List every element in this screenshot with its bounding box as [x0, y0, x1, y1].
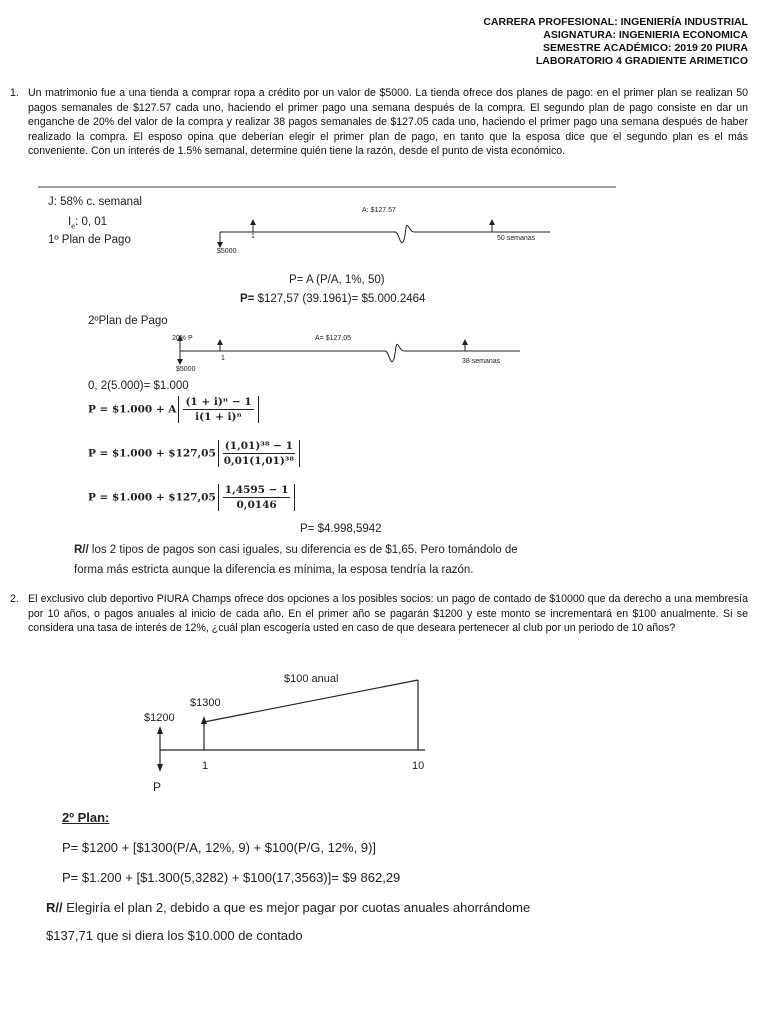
plan2-title: 2ºPlan de Pago — [88, 315, 168, 327]
header-semester: SEMESTRE ACADÉMICO: 2019 20 PIURA — [543, 42, 748, 54]
equation-2-denominator: 0,01(1,01)³⁸ — [223, 455, 294, 467]
answer-1-label: R// — [74, 544, 89, 556]
header-lab: LABORATORIO 4 GRADIENTE ARIMETICO — [535, 55, 748, 67]
diagram1-present-value: $5000 — [217, 248, 237, 255]
period-1-label: 1 — [202, 760, 209, 772]
cashflow-diagram-2 — [175, 337, 525, 373]
equation-2-fraction — [218, 440, 300, 467]
clip-line — [38, 186, 618, 190]
answer-2-line-2: $137,71 que si diera los $10.000 de contado — [46, 928, 303, 943]
rate-text: J: 58% c. semanal — [48, 196, 142, 208]
question-text: Un matrimonio fue a una tienda a comprar ropa a crédito por un valor de $5000. La tienda ofrece dos planes de pago: en el primer plan se realizan 50 pagos semanales de $127.57 cada uno, haciendo el primer pago una semana después de la compra. El segundo plan de pago consiste en dar un enganche de 20% del valor de la compra y realizar 38 pagos semanales de $127.05 cada uno, haciendo el primer pago una semana después de haber realizado la compra. El esposo opina que deberían elegir el primer plan de pago, en tanto que la esposa dice que el segundo plan es el más conveniente. Con un interés de 1.5% semanal, determine quién tiene la razón, desde el punto de vista económico. — [28, 87, 748, 158]
initial-payment-label: $1200 — [144, 712, 175, 724]
answer-1-line-2: forma más estricta aunque la diferencia es mínima, la esposa tendría la razón. — [74, 564, 474, 576]
equation-2-numerator: (1,01)³⁸ − 1 — [224, 440, 293, 452]
formula-1: P= A (P/A, 1%, 50) — [289, 274, 385, 286]
equation-1-lhs: P = $1.000 + A — [88, 403, 177, 416]
question-number: 2. — [10, 593, 19, 605]
answer-1-text: los 2 tipos de pagos son casi iguales, su diferencia es de $1,65. Pero tomándolo de — [88, 544, 518, 556]
equation-3 — [88, 484, 295, 511]
diagram2-present-value: $5000 — [176, 366, 196, 373]
diagram1-annuity: A: $127.57 — [362, 207, 396, 214]
formula-2-label: P= — [240, 293, 255, 305]
header-career: CARRERA PROFESIONAL: INGENIERÍA INDUSTRIAL — [483, 16, 748, 28]
diagram2-annuity: A= $127,05 — [315, 335, 352, 342]
first-payment-label: $1300 — [190, 697, 221, 709]
rate-value: : 0, 01 — [75, 216, 108, 228]
plan1-title: 1º Plan de Pago — [48, 234, 131, 246]
gradient-diagram — [140, 670, 440, 780]
question-2 — [10, 592, 748, 636]
answer-2-line-1 — [46, 900, 530, 915]
period-10-label: 10 — [412, 760, 425, 772]
question-number: 1. — [10, 87, 19, 99]
formula-2-value: $127,57 (39.1961)= $5.000.2464 — [257, 293, 426, 305]
question-text: El exclusivo club deportivo PIURA Champs ofrece dos opciones a los posibles socios: un pago de contado de $10000 que da derecho a una membresía por 10 años, o pagos anuales al inicio de cada año. En el primer año se pagarán $1200 y este monto se incrementará en $100 anualmente. Si se considera una tasa de interés de 12%, ¿cuál plan escogería usted en caso de que deseara pertenecer al club por un periodo de 10 años? — [28, 593, 748, 635]
question-1 — [10, 86, 748, 159]
equation-3-fraction — [218, 484, 296, 511]
answer-2-label: R// — [46, 900, 63, 915]
answer-1-line-1 — [74, 544, 518, 556]
downpayment-calc: 0, 2(5.000)= $1.000 — [88, 380, 189, 392]
equation-1-fraction — [178, 396, 258, 423]
diagram1-period-end: 50 semanas — [497, 235, 536, 242]
document-header — [483, 16, 748, 68]
equation-1-denominator: i(1 + i)ⁿ — [195, 411, 242, 423]
formula-2 — [240, 293, 425, 305]
diagram2-period-end: 38 semanas — [462, 358, 501, 365]
rate-label: I — [68, 216, 72, 228]
answer-2-text: Elegiría el plan 2, debido a que es mejor pagar por cuotas anuales ahorrándome — [62, 900, 531, 915]
equation-2-lhs: P = $1.000 + $127,05 — [88, 447, 216, 460]
present-value-label: P — [153, 780, 162, 794]
rate-subscript: e — [71, 223, 76, 231]
diagram2-period-start: 1 — [221, 355, 225, 362]
plan2-formula-1: P= $1200 + [$1300(P/A, 12%, 9) + $100(P/G, 12%, 9)] — [62, 840, 377, 855]
diagram2-downpayment: 20% P — [172, 335, 193, 342]
equation-3-lhs: P = $1.000 + $127,05 — [88, 491, 216, 504]
equation-2 — [88, 440, 300, 467]
gradient-label: $100 anual — [284, 673, 339, 685]
equation-1 — [88, 396, 259, 423]
plan2-formula-2: P= $1.200 + [$1.300(5,3282) + $100(17,3563)]= $9 862,29 — [62, 870, 401, 885]
diagram1-period-start: 1 — [251, 233, 255, 240]
equation-3-denominator: 0,0146 — [236, 499, 277, 511]
effective-rate — [68, 216, 107, 230]
plan2-heading: 2º Plan: — [62, 810, 110, 825]
result-value: P= $4.998,5942 — [300, 523, 382, 535]
header-course: ASIGNATURA: INGENIERIA ECONOMICA — [543, 29, 748, 41]
equation-3-numerator: 1,4595 − 1 — [224, 484, 289, 496]
equation-1-numerator: (1 + i)ⁿ − 1 — [185, 396, 252, 408]
